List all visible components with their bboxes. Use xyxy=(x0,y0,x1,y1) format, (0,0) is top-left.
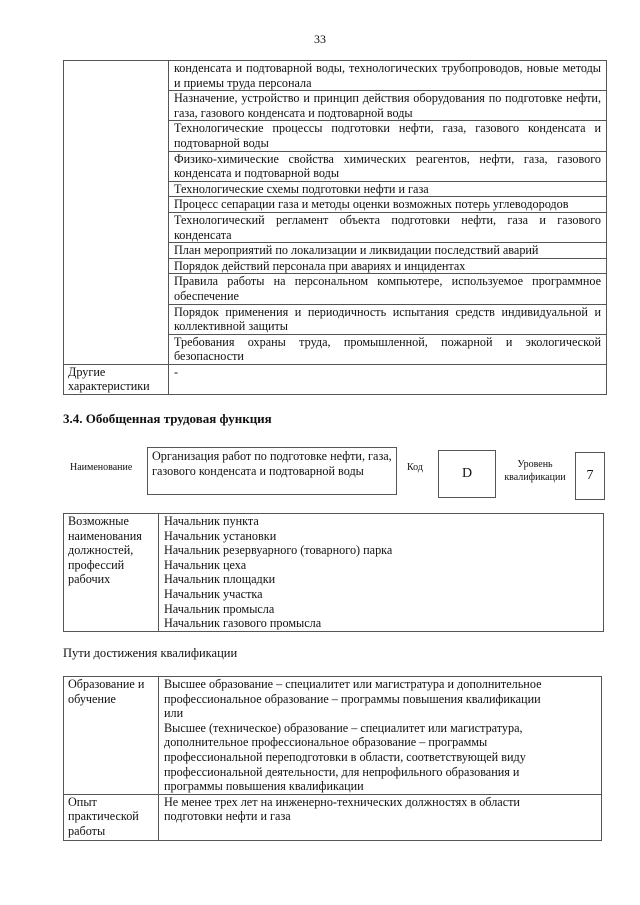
table-row xyxy=(64,514,604,632)
experience-value xyxy=(159,794,602,840)
education-line: программы повышения квалификации xyxy=(164,779,364,794)
qualification-paths-table xyxy=(63,676,602,841)
knowledge-item: Требования охраны труда, промышленной, пожарной и экологической безопасности xyxy=(169,334,607,364)
knowledge-table xyxy=(63,60,607,395)
knowledge-item: Процесс сепарации газа и методы оценки возможных потерь углеводородов xyxy=(169,197,607,213)
education-line: дополнительное профессиональное образование – программы xyxy=(164,735,488,750)
position-item: Начальник площадки xyxy=(164,572,276,587)
table-row xyxy=(64,794,602,840)
knowledge-label-cell xyxy=(64,61,169,365)
education-line: профессиональной деятельности, для непрофильного образования и xyxy=(164,764,520,779)
experience-line: Не менее трех лет на инженерно-технических должностях в области xyxy=(164,794,520,809)
code-box: D xyxy=(438,450,496,498)
education-line: Высшее образование – специалитет или магистратура и дополнительное xyxy=(164,677,542,691)
knowledge-item: Технологический регламент объекта подготовки нефти, газа и газового конденсата xyxy=(169,212,607,242)
knowledge-item: Порядок применения и периодичность испытания средств индивидуальной и коллективной защиты xyxy=(169,304,607,334)
position-item: Начальник резервуарного (товарного) парка xyxy=(164,543,393,558)
knowledge-item: Правила работы на персональном компьютере, используемое программное обеспечение xyxy=(169,274,607,304)
position-item: Начальник промысла xyxy=(164,601,275,616)
code-label: Код xyxy=(407,462,423,473)
qualification-paths-title: Пути достижения квалификации xyxy=(63,646,238,660)
table-row xyxy=(64,364,607,394)
education-value xyxy=(159,677,602,795)
qualification-level-label: Уровень квалификации xyxy=(504,459,566,483)
function-name-box: Организация работ по подготовке нефти, газа, газового конденсата и подтоварной воды xyxy=(147,447,397,495)
qualification-level-box: 7 xyxy=(575,452,605,500)
experience-line: подготовки нефти и газа xyxy=(164,809,291,824)
table-row xyxy=(64,61,607,91)
knowledge-item: конденсата и подтоварной воды, технологических трубопроводов, новые методы и приемы труда персонала xyxy=(169,61,607,91)
other-characteristics-value: - xyxy=(169,364,607,394)
positions-list xyxy=(159,514,604,632)
position-item: Начальник газового промысла xyxy=(164,616,322,631)
knowledge-item: Назначение, устройство и принцип действия оборудования по подготовке нефти, газа, газового конденсата и подтоварной воды xyxy=(169,91,607,121)
section-title: 3.4. Обобщенная трудовая функция xyxy=(63,411,272,426)
education-line: профессиональной переподготовки в области, соответствующей виду xyxy=(164,749,526,764)
position-item: Начальник пункта xyxy=(164,514,259,528)
knowledge-item: Технологические процессы подготовки нефти, газа, газового конденсата и подтоварной воды xyxy=(169,121,607,151)
experience-label: Опыт практической работы xyxy=(64,794,159,840)
page-number: 33 xyxy=(314,32,326,46)
other-characteristics-label: Другие характеристики xyxy=(64,364,169,394)
position-item: Начальник цеха xyxy=(164,557,247,572)
education-line: Высшее (техническое) образование – специалитет или магистратура, xyxy=(164,720,523,735)
knowledge-item: План мероприятий по локализации и ликвидации последствий аварий xyxy=(169,243,607,259)
positions-table xyxy=(63,513,604,632)
table-row xyxy=(64,677,602,795)
name-label: Наименование xyxy=(70,462,133,473)
position-item: Начальник участка xyxy=(164,586,263,601)
knowledge-item: Порядок действий персонала при авариях и инцидентах xyxy=(169,258,607,274)
knowledge-item: Технологические схемы подготовки нефти и газа xyxy=(169,181,607,197)
education-line: или xyxy=(164,706,184,721)
knowledge-item: Физико-химические свойства химических реагентов, нефти, газа, газового конденсата и подтоварной воды xyxy=(169,151,607,181)
position-item: Начальник установки xyxy=(164,528,277,543)
education-line: профессиональное образование – программы повышения квалификации xyxy=(164,691,541,706)
education-label: Образование и обучение xyxy=(64,677,159,795)
positions-label: Возможные наименования должностей, профессий рабочих xyxy=(64,514,159,632)
